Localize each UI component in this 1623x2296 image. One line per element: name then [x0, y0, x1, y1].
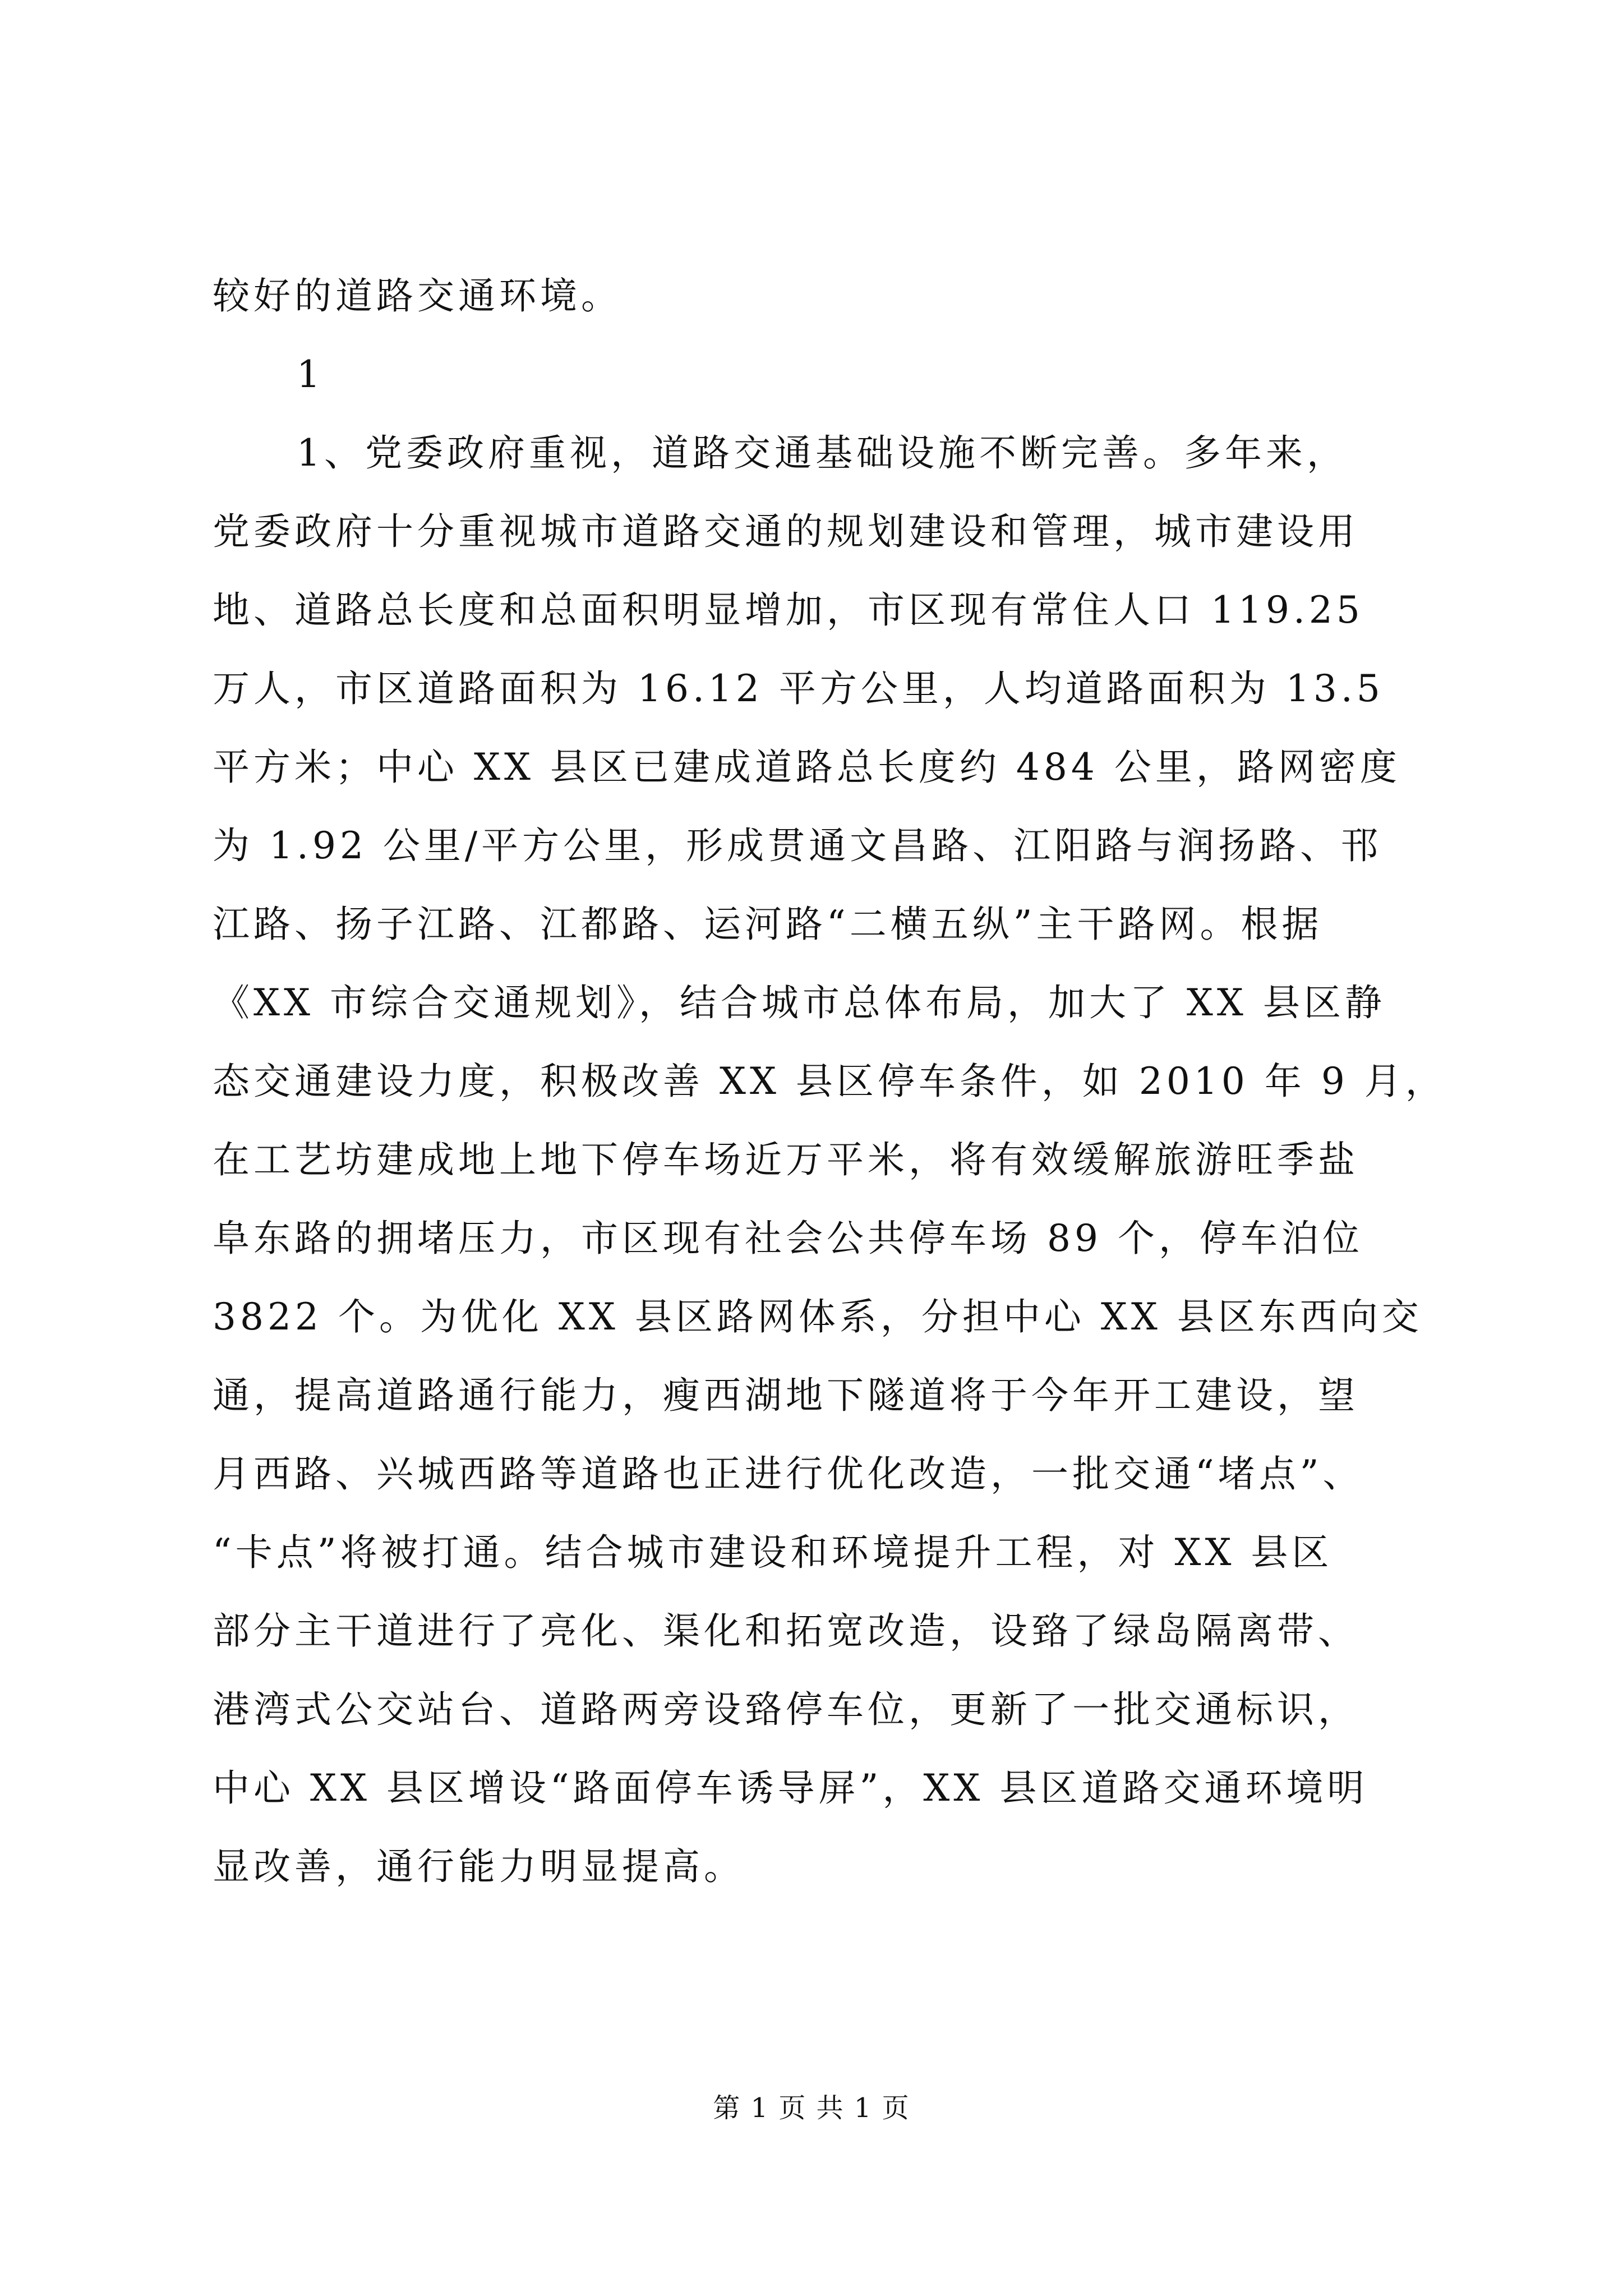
- text-line-11: 态交通建设力度，积极改善 XX 县区停车条件，如 2010 年 9 月，: [213, 1060, 1446, 1103]
- text-line-10: 《XX 市综合交通规划》，结合城市总体布局，加大了 XX 县区静: [213, 981, 1386, 1024]
- text-line-8: 为 1.92 公里/平方公里，形成贯通文昌路、江阳路与润扬路、邗: [213, 824, 1382, 867]
- text-line-16: 月西路、兴城西路等道路也正进行优化改造，一批交通“堵点”、: [213, 1452, 1364, 1496]
- text-line-13: 阜东路的拥堵压力，市区现有社会公共停车场 89 个，停车泊位: [213, 1217, 1363, 1260]
- text-line-9: 江路、扬子江路、江都路、运河路“二横五纵”主干路网。根据: [213, 903, 1323, 946]
- text-line-7: 平方米；中心 XX 县区已建成道路总长度约 484 公里，路网密度: [213, 746, 1401, 789]
- text-line-19: 港湾式公交站台、道路两旁设臵停车位，更新了一批交通标识，: [213, 1688, 1359, 1731]
- text-line-17: “卡点”将被打通。结合城市建设和环境提升工程，对 XX 县区: [213, 1531, 1333, 1574]
- text-line-1: 较好的道路交通环境。: [213, 274, 622, 318]
- text-line-12: 在工艺坊建成地上地下停车场近万平米，将有效缓解旅游旺季盐: [213, 1138, 1359, 1181]
- text-line-6: 万人，市区道路面积为 16.12 平方公里，人均道路面积为 13.5: [213, 667, 1384, 710]
- text-line-21: 显改善，通行能力明显提高。: [213, 1845, 745, 1888]
- text-line-3: 1、党委政府重视，道路交通基础设施不断完善。多年来，: [297, 431, 1348, 475]
- text-line-18: 部分主干道进行了亮化、渠化和拓宽改造，设臵了绿岛隔离带、: [213, 1609, 1359, 1653]
- text-line-15: 通，提高道路通行能力，瘦西湖地下隧道将于今年开工建设，望: [213, 1374, 1359, 1417]
- body-text: [213, 257, 1446, 1906]
- text-line-20: 中心 XX 县区增设“路面停车诱导屏”，XX 县区道路交通环境明: [213, 1766, 1368, 1810]
- text-line-14: 3822 个。为优化 XX 县区路网体系，分担中心 XX 县区东西向交: [213, 1295, 1423, 1338]
- text-line-5: 地、道路总长度和总面积明显增加，市区现有常住人口 119.25: [213, 588, 1364, 632]
- section-number: 1: [297, 353, 324, 396]
- text-line-4: 党委政府十分重视城市道路交通的规划建设和管理，城市建设用: [213, 510, 1359, 553]
- page-footer: 第 1 页 共 1 页: [713, 2092, 910, 2124]
